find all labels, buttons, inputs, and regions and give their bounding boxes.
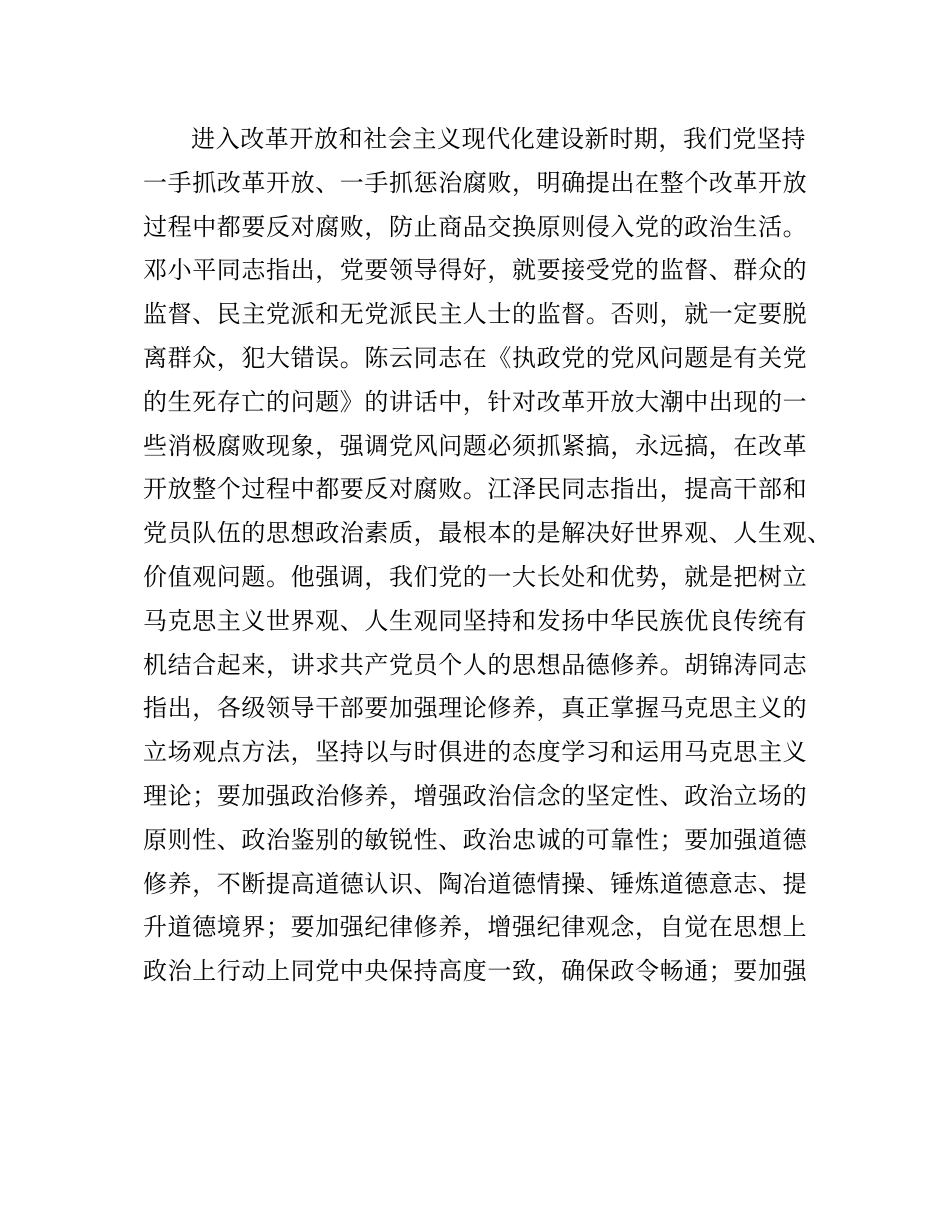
text-line-4: 邓小平同志指出，党要领导得好，就要接受党的监督、群众的	[143, 256, 808, 285]
text-line-10: 党员队伍的思想政治素质，最根本的是解决好世界观、人生观、	[143, 519, 832, 548]
text-line-8: 些消极腐败现象，强调党风问题必须抓紧搞，永远搞，在改革	[143, 431, 808, 460]
text-line-20: 政治上行动上同党中央保持高度一致，确保政令畅通；要加强	[143, 957, 808, 986]
text-line-19: 升道德境界；要加强纪律修养，增强纪律观念，自觉在思想上	[143, 913, 808, 942]
body-paragraph	[143, 118, 832, 994]
text-line-13: 机结合起来，讲求共产党员个人的思想品德修养。胡锦涛同志	[143, 650, 808, 679]
text-line-2: 一手抓改革开放、一手抓惩治腐败，明确提出在整个改革开放	[143, 168, 808, 197]
text-line-5: 监督、民主党派和无党派民主人士的监督。否则，就一定要脱	[143, 300, 808, 329]
text-line-17: 原则性、政治鉴别的敏锐性、政治忠诚的可靠性；要加强道德	[143, 825, 808, 854]
text-line-11: 价值观问题。他强调，我们党的一大长处和优势，就是把树立	[143, 562, 808, 591]
text-line-9: 开放整个过程中都要反对腐败。江泽民同志指出，提高干部和	[143, 475, 808, 504]
text-line-14: 指出，各级领导干部要加强理论修养，真正掌握马克思主义的	[143, 694, 808, 723]
text-line-12: 马克思主义世界观、人生观同坚持和发扬中华民族优良传统有	[143, 606, 808, 635]
text-line-7: 的生死存亡的问题》的讲话中，针对改革开放大潮中出现的一	[143, 387, 808, 416]
text-line-6: 离群众，犯大错误。陈云同志在《执政党的党风问题是有关党	[143, 343, 808, 372]
text-line-3: 过程中都要反对腐败，防止商品交换原则侵入党的政治生活。	[143, 212, 808, 241]
text-line-1: 进入改革开放和社会主义现代化建设新时期，我们党坚持	[191, 125, 806, 153]
text-line-16: 理论；要加强政治修养，增强政治信念的坚定性、政治立场的	[143, 781, 808, 810]
text-line-15: 立场观点方法，坚持以与时俱进的态度学习和运用马克思主义	[143, 738, 808, 767]
text-line-18: 修养，不断提高道德认识、陶冶道德情操、锤炼道德意志、提	[143, 869, 808, 898]
